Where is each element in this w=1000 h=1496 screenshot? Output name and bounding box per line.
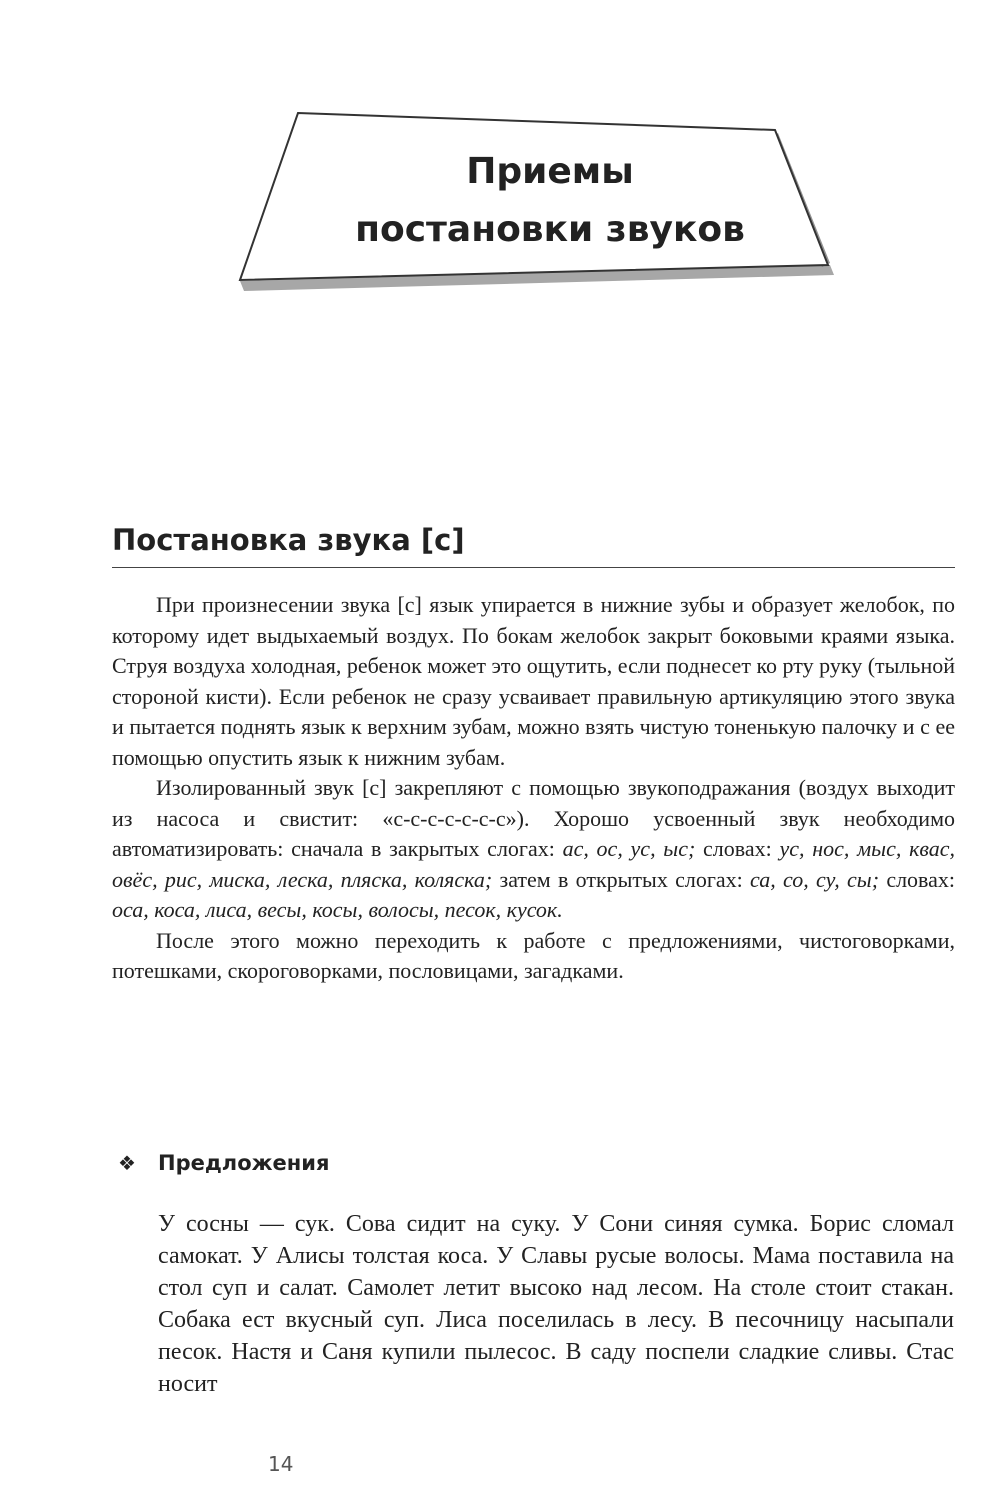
page-number: 14 — [268, 1452, 294, 1476]
p2-words-label2: словах: — [886, 866, 956, 892]
paragraph-3: После этого можно переходить к работе с предложениями, чистоговорками, потешками, скороговорками, пословицами, загадками. — [112, 927, 955, 983]
subsection-heading — [118, 1148, 329, 1178]
body-text — [112, 590, 955, 987]
p2-open-syllables: са, со, су, сы; — [750, 866, 880, 892]
p2-words-label: словах: — [703, 836, 772, 861]
p2-closed-syllables: ас, ос, ус, ыс; — [562, 836, 696, 861]
sentences-text: У сосны — сук. Сова сидит на суку. У Сони синяя сумка. Борис сломал самокат. У Алисы толстая коса. У Славы русые волосы. Мама поставила на стол суп и салат. Самолет летит высоко над лесом. На столе стоит стакан. Собака ест вкусный суп. Лиса поселилась в лесу. В песочницу насыпали песок. Настя и Саня купили пылесос. В саду поспели сладкие сливы. Стас носит — [158, 1211, 954, 1397]
subsection-title: Предложения — [158, 1151, 330, 1175]
banner-title-line1: Приемы — [466, 151, 634, 192]
section-heading: Постановка звука [с] — [112, 515, 955, 568]
paragraph-1: При произнесении звука [с] язык упирается в нижние зубы и образует желобок, по которому идет выдыхаемый воздух. По бокам желобок закрыт боковыми краями языка. Струя воздуха холодная, ребенок может это ощутить, если поднесет ко рту руку (тыльной стороной кисти). Если ребенок не сразу усваивает правильную артикуляцию этого звука и пытается поднять язык к верхним зубам, можно взять чистую тоненькую палочку и с ее помощью опустить язык к нижним зубам. — [112, 592, 955, 770]
p2-words2: оса, коса, лиса, весы, косы, волосы, песок, кусок. — [112, 897, 563, 922]
p2-open-intro: затем в открытых слогах: — [499, 866, 743, 892]
paragraph-2 — [112, 773, 955, 926]
banner-title-line2: постановки звуков — [355, 209, 745, 250]
p2-words1: ус, нос, мыс, квас, овёс, рис, миска, леска, пляска, коляска; — [112, 836, 956, 892]
diamond-bullet-icon: ❖ — [118, 1151, 136, 1175]
banner-title — [270, 143, 830, 259]
p2-intro: Изолированный звук [с] закрепляют с помощью звукоподражания (воздух выходит из насоса и свистит: «с-с-с-с-с-с-с»). Хорошо усвоенный звук необходимо автоматизировать: сначала в закрытых слогах: — [112, 775, 955, 861]
title-banner — [230, 95, 850, 305]
